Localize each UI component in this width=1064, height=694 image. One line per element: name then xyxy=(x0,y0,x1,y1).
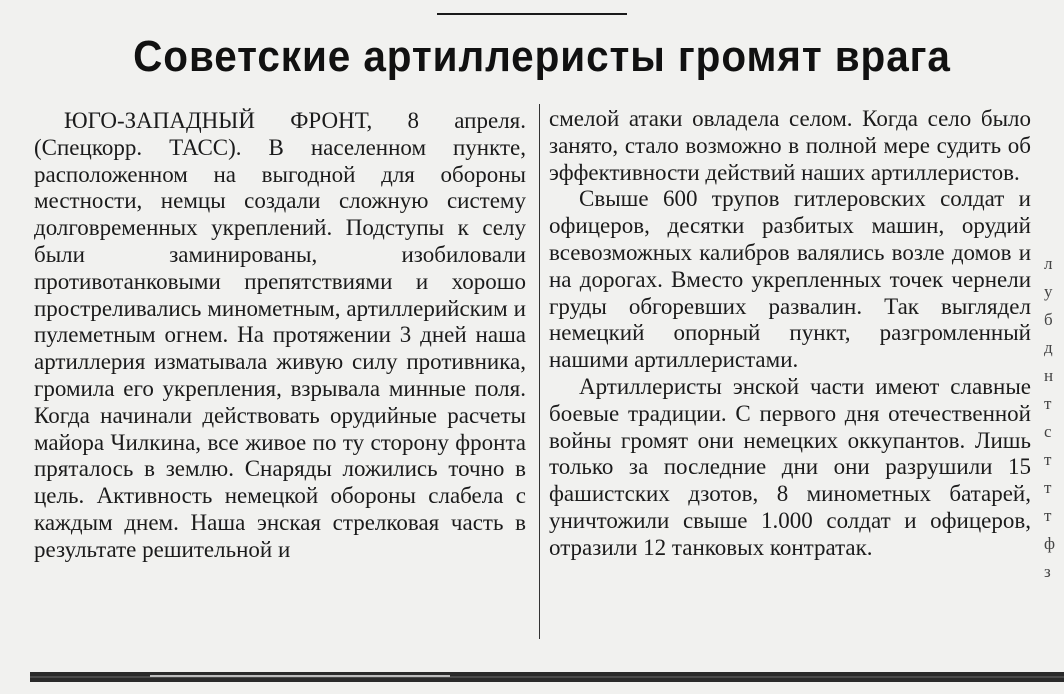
dateline: ЮГО-ЗАПАДНЫЙ ФРОНТ, 8 апреля. xyxy=(64,108,526,133)
fragment-letter: з xyxy=(1044,562,1051,581)
fragment-letter: б xyxy=(1044,310,1053,329)
fragment-letter: т xyxy=(1044,506,1052,525)
column-divider xyxy=(539,104,540,639)
paragraph-3: Артиллеристы энской части имеют славные боевые традиции. С первого дня отечественной войны громят они немецких оккупантов. Лишь только за последние дни они разрушили 15 фашистских дзотов, 8 минометных батарей, уничтожили свыше 1.000 солдат и офицеров, отразили 12 танковых контратак. xyxy=(549,373,1031,560)
article-headline: Советские артиллеристы громят врага xyxy=(133,32,951,81)
right-column xyxy=(549,106,1031,562)
fragment-letter: т xyxy=(1044,478,1052,497)
paragraph-1-left-body: (Спецкорр. ТАСС). В населенном пункте, расположенном на выгодной для обороны местности, немцы создали сложную систему долговременных укреплений. Подступы к селу были заминированы, изобиловали противотанковыми препятствиями и хорошо простреливались минометным, артиллерийским и пулеметным огнем. На протяжении 3 дней наша артиллерия изматывала живую силу противника, громила его укрепления, взрывала минные поля. Когда начинали действовать орудийные расчеты майора Чилкина, все живое по ту сторону фронта пряталось в землю. Снаряды ложились точно в цель. Активность немецкой обороны слабела с каждым днем. Наша энская стрелковая часть в результате решительной и xyxy=(34,134,526,562)
left-column xyxy=(34,108,526,564)
fragment-letter: с xyxy=(1044,422,1052,441)
bottom-rule xyxy=(30,672,1064,682)
fragment-letter: л xyxy=(1044,254,1053,273)
top-rule xyxy=(437,13,627,15)
fragment-letter: т xyxy=(1044,394,1052,413)
fragment-letter: д xyxy=(1044,338,1053,357)
paragraph-1-part-2: смелой атаки овладела селом. Когда село было занято, стало возможно в полной мере судить об эффективности действий наших артиллеристов. xyxy=(549,106,1031,185)
fragment-letter: у xyxy=(1044,282,1053,301)
paragraph-2: Свыше 600 трупов гитлеровских солдат и офицеров, десятки разбитых машин, орудий всевозможных калибров валялись возле домов и на дорогах. Вместо укрепленных точек чернели груды обгоревших развалин. Так выглядел немецкий опорный пункт, разгромленный нашими артиллеристами. xyxy=(549,186,1031,373)
adjacent-column-fragment xyxy=(1044,250,1064,670)
fragment-letter: н xyxy=(1044,366,1054,385)
fragment-letter: т xyxy=(1044,450,1052,469)
paragraph-1-part-1 xyxy=(34,108,526,564)
fragment-letter: ф xyxy=(1044,534,1056,553)
